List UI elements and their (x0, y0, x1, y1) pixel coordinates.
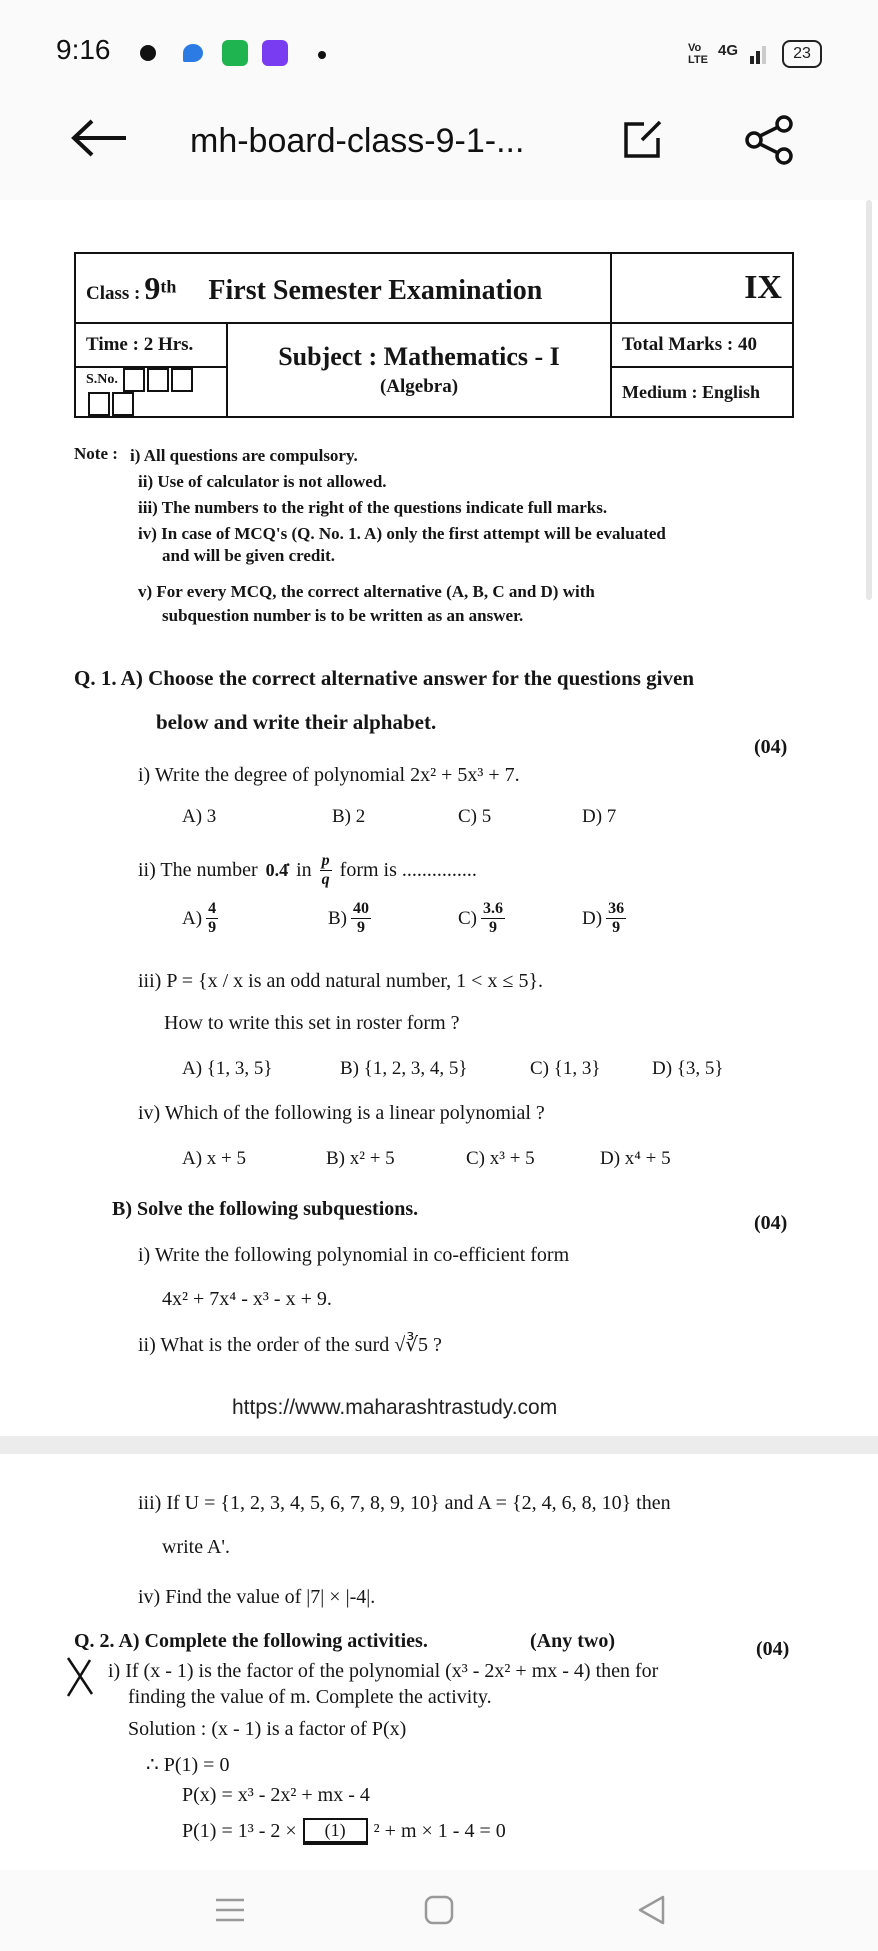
option (458, 900, 505, 937)
option: C) {1, 3} (530, 1058, 601, 1079)
question-1b-ii: ii) What is the order of the surd √∛5 ? (138, 1334, 442, 1356)
option (328, 900, 371, 937)
app-shortcut-icon (262, 40, 288, 66)
class-suffix: th (160, 276, 177, 297)
battery-level: 23 (793, 45, 811, 62)
option (582, 900, 626, 937)
option-fraction (606, 900, 626, 937)
option: A) x + 5 (182, 1148, 247, 1169)
document-title: mh-board-class-9-1-... (190, 122, 525, 160)
question-1a-iii-cont: How to write this set in roster form ? (164, 1012, 460, 1034)
volte-indicator: Vo LTE (688, 42, 708, 66)
question-1a-i: i) Write the degree of polynomial 2x² + 5x³ + 7. (138, 764, 520, 786)
option: D) x⁴ + 5 (600, 1148, 671, 1169)
answer-box: (1) (303, 1818, 368, 1845)
option: D) {3, 5} (652, 1058, 724, 1079)
sno-box (123, 368, 145, 392)
more-notifications-dot-icon (318, 51, 326, 59)
option-fraction (206, 900, 218, 937)
class-label: Class : (86, 282, 141, 304)
recent-apps-icon[interactable] (214, 1896, 246, 1924)
sno-box (112, 392, 134, 416)
option: C) x³ + 5 (466, 1148, 535, 1169)
calculator-notification-icon (222, 40, 248, 66)
fraction-numerator: 40 (353, 900, 369, 917)
question-1b-i: i) Write the following polynomial in co-efficient form (138, 1244, 570, 1266)
fraction-denominator: 9 (357, 919, 365, 936)
solution-label: Solution : (x - 1) is a factor of P(x) (128, 1718, 407, 1740)
q-ii-in: in (296, 859, 312, 881)
time-label: Time : 2 Hrs. (75, 323, 227, 367)
option: B) {1, 2, 3, 4, 5} (340, 1058, 468, 1079)
network-type-label: 4G (718, 42, 739, 59)
fraction-numerator: p (321, 852, 330, 869)
sno-box (147, 368, 169, 392)
q1b-heading: B) Solve the following subquestions. (112, 1198, 419, 1220)
polynomial-expression: 4x² + 7x⁴ - x³ - x + 9. (162, 1288, 332, 1310)
medium-label: Medium : English (611, 367, 793, 417)
option: B) 2 (332, 806, 366, 827)
q-ii-suffix: form is ............... (339, 859, 477, 881)
solution-line: P(x) = x³ - 2x² + mx - 4 (182, 1784, 370, 1806)
option: C) 5 (458, 806, 492, 827)
total-marks: Total Marks : 40 (611, 323, 793, 367)
exam-header-table (74, 252, 794, 418)
option: A) 3 (182, 806, 217, 827)
share-icon[interactable] (744, 114, 796, 166)
q2a-heading: Q. 2. A) Complete the following activities. (74, 1630, 428, 1652)
subject-cell (227, 323, 611, 417)
serial-number-cell (75, 367, 227, 417)
fraction-denominator: 9 (208, 919, 217, 936)
document-page[interactable] (0, 200, 878, 1940)
option-fraction (481, 900, 505, 937)
subject-subtitle: (Algebra) (379, 376, 459, 397)
question-1b-iii-cont: write A'. (162, 1536, 231, 1558)
note-item: and will be given credit. (162, 546, 335, 565)
note-label: Note : (74, 444, 118, 463)
status-bar (0, 0, 878, 80)
note-item: iii) The numbers to the right of the questions indicate full marks. (138, 498, 608, 517)
option: D) 7 (582, 806, 617, 827)
scrollbar[interactable] (866, 200, 872, 600)
note-item: v) For every MCQ, the correct alternative (A, B, C and D) with (138, 582, 595, 601)
question-1b-iv: iv) Find the value of |7| × |-4|. (138, 1586, 376, 1608)
sno-box (171, 368, 193, 392)
q1a-heading: Q. 1. A) Choose the correct alternative answer for the questions given (74, 666, 695, 690)
roman-class: IX (611, 253, 793, 323)
note-item: iv) In case of MCQ's (Q. No. 1. A) only the first attempt will be evaluated (138, 524, 666, 543)
source-url[interactable]: https://www.maharashtrastudy.com (232, 1396, 558, 1419)
back-arrow-icon[interactable] (70, 118, 130, 158)
q1a-marks: (04) (754, 736, 788, 758)
back-nav-icon[interactable] (636, 1894, 666, 1926)
question-1b-iii: iii) If U = {1, 2, 3, 4, 5, 6, 7, 8, 9, 10} and A = {2, 4, 6, 8, 10} then (138, 1492, 671, 1514)
signal-strength-icon (750, 42, 770, 64)
app-notification-icon (140, 45, 156, 61)
solution-line (182, 1818, 506, 1845)
q-ii-number: 0.4̇ (265, 860, 289, 880)
q2a-any-two: (Any two) (530, 1630, 615, 1652)
chat-notification-icon (183, 44, 203, 62)
option-label: D) (582, 907, 603, 929)
q1a-heading-cont: below and write their alphabet. (156, 710, 437, 734)
option: B) x² + 5 (326, 1148, 395, 1169)
battery-icon (782, 40, 822, 68)
question-1a-iii: iii) P = {x / x is an odd natural number, 1 < x ≤ 5}. (138, 970, 544, 992)
home-icon[interactable] (424, 1895, 454, 1925)
app-bar (0, 80, 878, 210)
option-label: B) (328, 907, 347, 929)
page-separator (0, 1436, 878, 1454)
sno-box (88, 392, 110, 416)
header-title-cell (75, 253, 611, 323)
sno-label: S.No. (86, 372, 118, 388)
question-1a-iv: iv) Which of the following is a linear polynomial ? (138, 1102, 545, 1124)
option-label: A) (182, 907, 203, 929)
option-label: C) (458, 907, 477, 929)
line3-suffix: ² + m × 1 - 4 = 0 (373, 1820, 506, 1842)
fraction-numerator: 3.6 (483, 900, 503, 917)
q-ii-prefix: ii) The number (138, 859, 258, 881)
exam-title: First Semester Examination (208, 274, 543, 306)
handwritten-mark-icon (60, 1652, 100, 1700)
fraction-denominator: q (321, 871, 330, 888)
p-over-q-fraction (320, 852, 332, 889)
edit-icon[interactable] (620, 118, 664, 162)
note-item: ii) Use of calculator is not allowed. (138, 472, 387, 491)
question-2a-i-cont: finding the value of m. Complete the activity. (128, 1686, 492, 1708)
note-item: i) All questions are compulsory. (130, 446, 358, 465)
question-1a-ii (138, 852, 477, 889)
option: A) {1, 3, 5} (182, 1058, 273, 1079)
option (182, 900, 218, 937)
fraction-denominator: 9 (489, 919, 497, 936)
q1b-marks: (04) (754, 1212, 788, 1234)
solution-line: ∴ P(1) = 0 (146, 1754, 230, 1776)
note-item: subquestion number is to be written as an answer. (162, 606, 524, 625)
status-time: 9:16 (56, 34, 111, 65)
navigation-bar (0, 1870, 878, 1951)
fraction-numerator: 4 (208, 900, 217, 917)
fraction-denominator: 9 (612, 919, 621, 936)
q2a-marks: (04) (756, 1638, 790, 1660)
subject-title: Subject : Mathematics - I (278, 342, 560, 371)
fraction-numerator: 36 (608, 900, 625, 917)
question-2a-i: i) If (x - 1) is the factor of the polynomial (x³ - 2x² + mx - 4) then for (108, 1660, 659, 1682)
class-value: 9 (144, 269, 161, 306)
option-fraction (351, 900, 371, 937)
line3-prefix: P(1) = 1³ - 2 × (182, 1820, 297, 1842)
